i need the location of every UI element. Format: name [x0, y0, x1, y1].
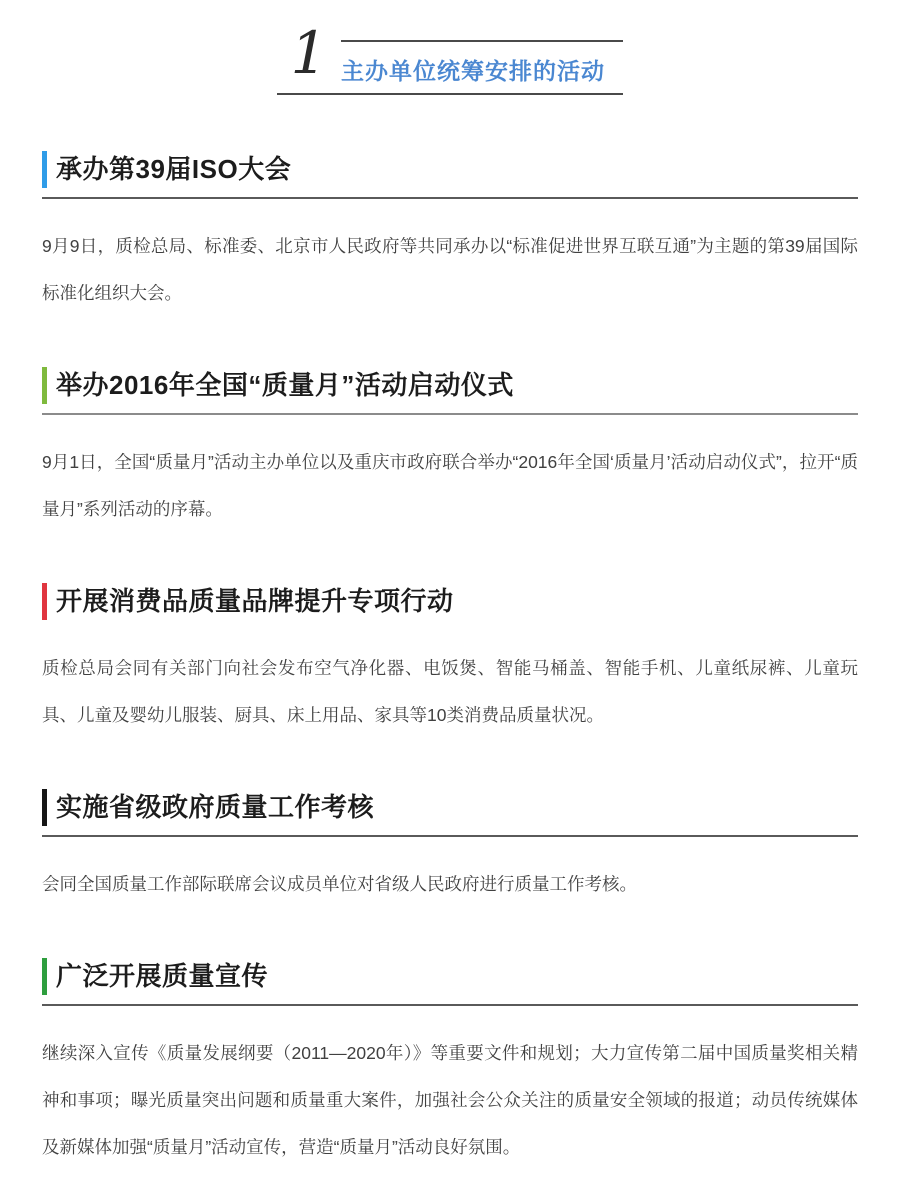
- section-heading: 承办第39届ISO大会: [56, 154, 292, 184]
- section-accent-bar: [42, 367, 47, 404]
- header-top-rule: [341, 40, 623, 42]
- section-body: 质检总局会同有关部门向社会发布空气净化器、电饭煲、智能马桶盖、智能手机、儿童纸尿裤、儿童玩具、儿童及婴幼儿服装、厨具、床上用品、家具等10类消费品质量状况。: [42, 658, 858, 725]
- chapter-header: [277, 19, 623, 95]
- section-divider: [42, 413, 858, 415]
- chapter-title: 主办单位统筹安排的活动: [341, 58, 605, 84]
- section-quality-month-launch: [42, 365, 858, 533]
- article-content: [42, 149, 858, 1171]
- section-divider: [42, 197, 858, 199]
- section-quality-publicity: [42, 956, 858, 1171]
- section-accent-bar: [42, 958, 47, 995]
- header-bottom-rule: [277, 93, 623, 95]
- section-body: 继续深入宣传《质量发展纲要（2011—2020年）》等重要文件和规划；大力宣传第二届中国质量奖相关精神和事项；曝光质量突出问题和质量重大案件，加强社会公众关注的质量安全领域的报道；动员传统媒体及新媒体加强“质量月”活动宣传，营造“质量月”活动良好氛围。: [42, 1043, 858, 1157]
- section-heading: 开展消费品质量品牌提升专项行动: [56, 586, 454, 616]
- section-accent-bar: [42, 583, 47, 620]
- section-body: 9月1日，全国“质量月”活动主办单位以及重庆市政府联合举办“2016年全国‘质量月’活动启动仪式”，拉开“质量月”系列活动的序幕。: [42, 452, 858, 519]
- section-divider: [42, 1004, 858, 1006]
- section-iso-congress: [42, 149, 858, 317]
- section-divider: [42, 835, 858, 837]
- section-body: 9月9日，质检总局、标准委、北京市人民政府等共同承办以“标准促进世界互联互通”为主题的第39届国际标准化组织大会。: [42, 236, 858, 303]
- chapter-number: 1: [290, 19, 328, 87]
- section-consumer-goods-brand: [42, 581, 858, 739]
- section-provincial-assessment: [42, 787, 858, 908]
- section-body: 会同全国质量工作部际联席会议成员单位对省级人民政府进行质量工作考核。: [42, 874, 637, 894]
- section-heading: 广泛开展质量宣传: [56, 961, 269, 991]
- section-accent-bar: [42, 151, 47, 188]
- section-accent-bar: [42, 789, 47, 826]
- section-heading: 实施省级政府质量工作考核: [56, 792, 375, 822]
- section-heading: 举办2016年全国“质量月”活动启动仪式: [56, 370, 514, 400]
